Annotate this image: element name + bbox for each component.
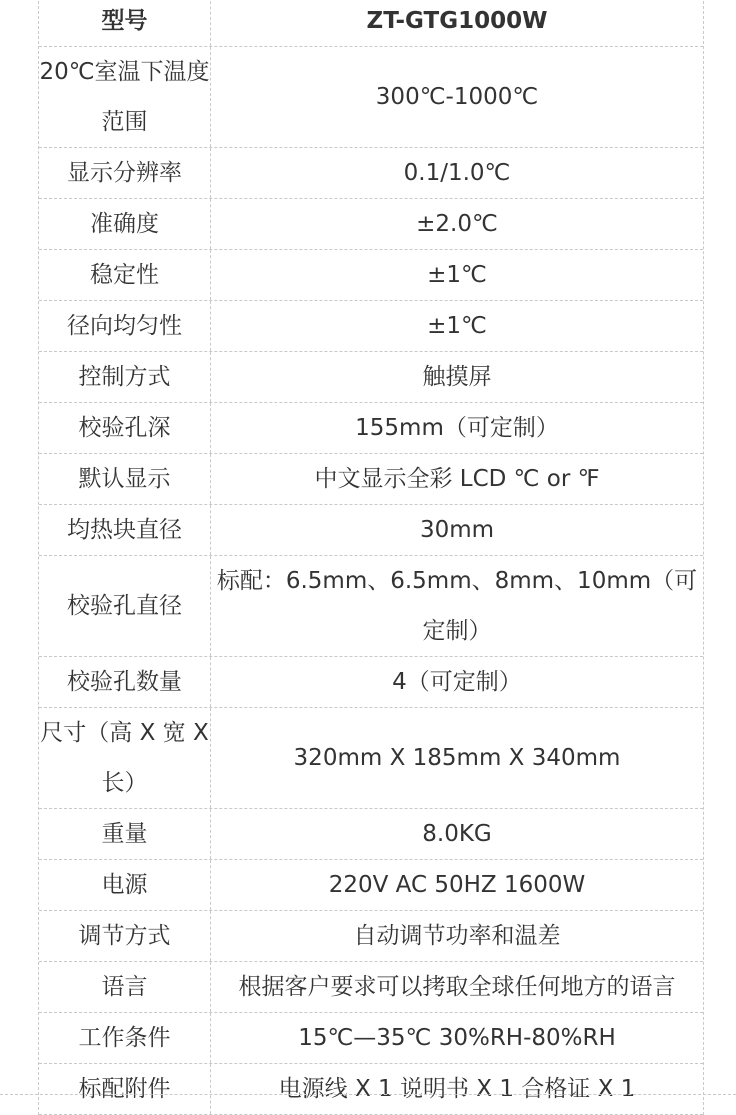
table-row [39,1013,703,1064]
row-value: 根据客户要求可以拷取全球任何地方的语言 [238,974,676,1000]
row-label: 校验孔直径 [39,556,211,656]
header-model: ZT-GTG1000W [366,8,548,34]
row-value: 电源线 X 1 说明书 X 1 合格证 X 1 [278,1076,636,1102]
row-label: 默认显示 [39,454,211,504]
row-label: 工作条件 [39,1013,211,1063]
row-label: 重量 [39,809,211,859]
row-label: 标配附件 [39,1064,211,1114]
row-value: 中文显示全彩 LCD ℃ or ℉ [314,466,600,492]
table-row [39,962,703,1013]
row-label: 均热块直径 [39,505,211,555]
row-label: 径向均匀性 [39,301,211,351]
table-row [39,505,703,556]
row-label: 校验孔数量 [39,657,211,707]
row-value: 0.1/1.0℃ [403,160,511,186]
table-row [39,657,703,708]
row-value: 8.0KG [422,821,492,847]
table-row [39,708,703,809]
bottom-divider [0,1094,736,1095]
table-row [39,403,703,454]
row-value: 标配：6.5mm、6.5mm、8mm、10mm（可定制） [216,568,698,644]
table-row [39,454,703,505]
row-value: 320mm X 185mm X 340mm [293,745,621,771]
row-value: 300℃-1000℃ [375,84,539,110]
row-label: 20℃室温下温度范围 [39,47,211,147]
row-label: 稳定性 [39,250,211,300]
table-row [39,860,703,911]
table-row [39,199,703,250]
table-row [39,352,703,403]
row-label: 调节方式 [39,911,211,961]
table-row [39,809,703,860]
row-label: 电源 [39,860,211,910]
row-value: 自动调节功率和温差 [353,923,561,949]
row-value: ±2.0℃ [416,211,498,237]
table-row [39,911,703,962]
table-row [39,250,703,301]
row-value: 220V AC 50HZ 1600W [328,872,586,898]
row-label: 显示分辨率 [39,148,211,198]
table-row [39,1064,703,1115]
row-value: 4（可定制） [392,669,522,695]
table-row [39,556,703,657]
row-value: ±1℃ [427,313,487,339]
row-label: 语言 [39,962,211,1012]
table-row [39,301,703,352]
table-header-row [39,0,703,47]
table-row [39,47,703,148]
row-value: 15℃—35℃ 30%RH-80%RH [298,1025,616,1051]
header-label: 型号 [39,0,211,46]
row-label: 准确度 [39,199,211,249]
spec-table [38,0,704,1115]
row-value: ±1℃ [427,262,487,288]
row-label: 尺寸（高 X 宽 X 长） [39,708,211,808]
row-label: 校验孔深 [39,403,211,453]
table-row [39,148,703,199]
row-value: 触摸屏 [422,364,492,390]
row-value: 155mm（可定制） [355,415,559,441]
row-label: 控制方式 [39,352,211,402]
row-value: 30mm [419,517,495,543]
